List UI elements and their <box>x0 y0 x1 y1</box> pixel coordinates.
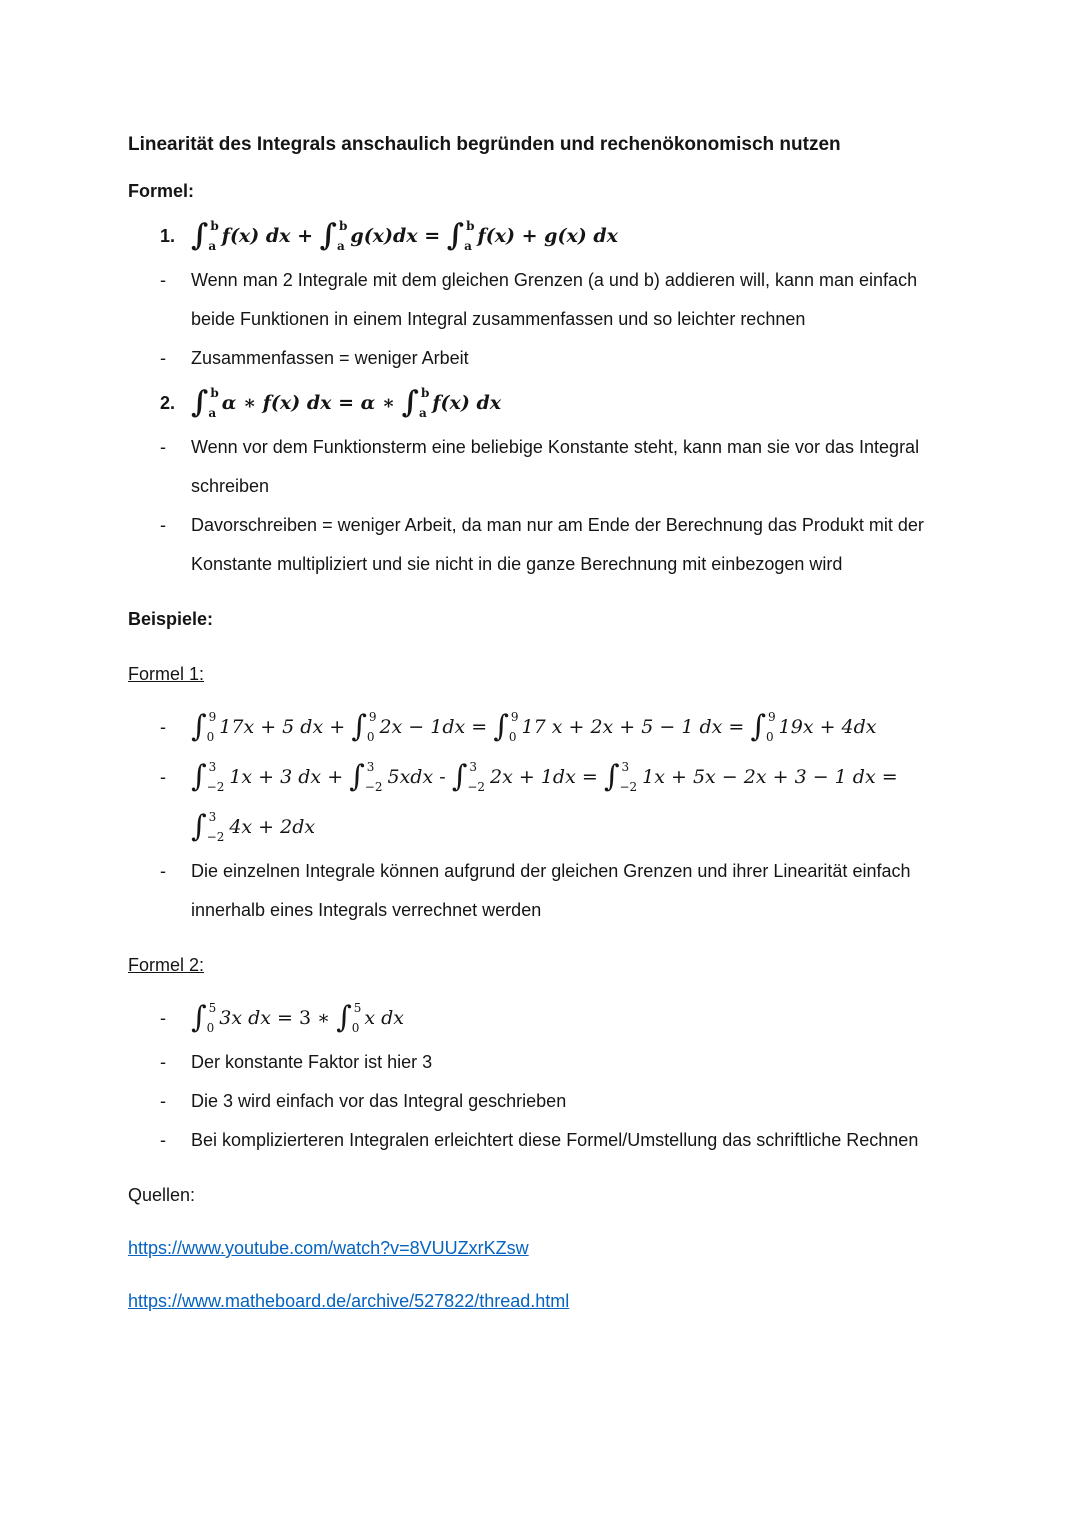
bullet-example2-note-3 <box>128 1121 950 1160</box>
integral-upper-limit: 5 <box>208 1001 217 1015</box>
integral-upper-limit: b <box>339 219 348 233</box>
bullet-text: Wenn man 2 Integrale mit dem gleichen Grenzen (a und b) addieren will, kann man einfach beide Funktionen in einem Integral zusammenfassen und so leichter rechnen <box>191 270 918 329</box>
integral-lower-limit: a <box>418 406 427 420</box>
integral-limits <box>210 220 218 252</box>
bullet-text: Davorschreiben = weniger Arbeit, da man nur am Ende der Berechnung das Produkt mit der Konstante multipliziert und sie nicht in die ganze Berechnung mit einbezogen wird <box>191 515 924 574</box>
integral-limits <box>206 810 227 844</box>
integral-sign <box>191 710 216 744</box>
integral-limits <box>366 710 377 744</box>
formel1-heading: Formel 1: <box>128 664 205 684</box>
integral-lower-limit: 0 <box>508 730 517 744</box>
math-text: 17x + 5 dx <box>219 716 324 738</box>
integral-sign <box>750 710 775 744</box>
integral-lower-limit: 0 <box>766 730 774 744</box>
integral-upper-limit: 5 <box>353 1001 362 1015</box>
bullet-text: Bei komplizierteren Integralen erleichtert diese Formel/Umstellung das schriftliche Rechnen <box>191 1130 919 1150</box>
math-text: 2x + 1dx <box>490 766 576 788</box>
integral-lower-limit: −2 <box>206 830 225 844</box>
integral-limits <box>621 761 639 793</box>
math-text: f(x) dx <box>432 392 502 414</box>
math-text: 1x + 5x − 2x + 3 − 1 dx <box>642 766 876 788</box>
math-text: + <box>290 225 320 247</box>
list-number-2: 2. <box>160 393 176 413</box>
math-text: 2x − 1dx <box>379 716 466 738</box>
example2-formula-content <box>191 993 943 1043</box>
integral-lower-limit: 0 <box>366 730 375 744</box>
example1-bullet-2 <box>128 752 950 852</box>
bullet-dash: - <box>160 1052 166 1072</box>
example1-bullet-1 <box>128 702 950 752</box>
bullet-dash: - <box>160 270 166 290</box>
integral-limits <box>466 220 474 252</box>
integral-sign <box>447 219 475 253</box>
math-text: α ∗ f(x) dx <box>221 392 332 414</box>
example2-formula <box>191 993 943 1043</box>
formula-item-1 <box>128 211 950 261</box>
math-text: x dx <box>364 1007 405 1029</box>
integral-upper-limit: 3 <box>621 760 630 774</box>
bullet-formula2-explanation-1 <box>128 428 950 506</box>
integral-lower-limit: a <box>208 239 217 253</box>
integral-sign <box>191 386 219 420</box>
integral-lower-limit: −2 <box>467 780 486 794</box>
math-text: 19x + 4dx <box>778 716 877 738</box>
bullet-dash: - <box>160 515 166 535</box>
bullet-text: Die einzelnen Integrale können aufgrund der gleichen Grenzen und ihrer Linearität einfach innerhalb eines Integrals verrechnet werden <box>191 861 911 920</box>
bullet-dash: - <box>160 717 166 737</box>
integral-glyph: ∫ <box>191 1000 207 1035</box>
integral-lower-limit: 0 <box>206 730 215 744</box>
formel2-heading: Formel 2: <box>128 955 205 975</box>
integral-upper-limit: b <box>210 386 219 400</box>
math-text: g(x)dx <box>350 225 418 247</box>
integral-lower-limit: a <box>337 239 345 253</box>
formel-heading: Formel: <box>128 181 195 201</box>
formula-1-content <box>191 211 943 261</box>
math-text: - <box>433 766 452 788</box>
integral-limits <box>206 1001 217 1035</box>
math-text: + <box>321 766 350 788</box>
integral-sign <box>336 1001 361 1035</box>
integral-sign <box>493 710 518 744</box>
integral-glyph: ∫ <box>446 218 465 253</box>
bullet-dash: - <box>160 1091 166 1111</box>
integral-glyph: ∫ <box>319 218 338 253</box>
link-row-matheboard <box>128 1282 950 1321</box>
math-text: α ∗ <box>360 392 402 414</box>
math-text: = <box>875 766 898 788</box>
integral-lower-limit: 0 <box>206 1021 215 1035</box>
integral-sign <box>351 710 376 744</box>
integral-lower-limit: −2 <box>206 780 225 794</box>
integral-glyph: ∫ <box>401 385 419 420</box>
bullet-dash: - <box>160 1008 166 1028</box>
integral-limits <box>364 760 385 794</box>
bullet-dash: - <box>160 767 166 787</box>
list-number-1: 1. <box>160 226 176 246</box>
bullet-text: Zusammenfassen = weniger Arbeit <box>191 348 469 368</box>
integral-limits <box>418 386 430 420</box>
integral-limits <box>768 711 776 743</box>
integral-glyph: ∫ <box>750 709 766 744</box>
integral-upper-limit: b <box>210 219 219 233</box>
integral-limits <box>469 761 487 793</box>
integral-sign <box>191 810 226 844</box>
integral-limits <box>210 387 218 419</box>
integral-glyph: ∫ <box>603 759 620 794</box>
integral-limits <box>351 1001 362 1035</box>
math-text: = <box>465 716 494 738</box>
beispiele-heading: Beispiele: <box>128 609 214 629</box>
link-youtube[interactable]: https://www.youtube.com/watch?v=8VUUZxrKZsw <box>128 1238 529 1258</box>
integral-sign <box>191 219 219 253</box>
formula-2-content <box>191 378 943 428</box>
integral-glyph: ∫ <box>451 759 468 794</box>
integral-lower-limit: 0 <box>351 1021 360 1035</box>
bullet-dash: - <box>160 1130 166 1150</box>
integral-lower-limit: a <box>464 239 472 253</box>
formula-1 <box>191 211 943 261</box>
math-text: + <box>323 716 352 738</box>
bullet-formula2-explanation-2 <box>128 506 950 584</box>
bullet-example2-note-1 <box>128 1043 950 1082</box>
bullet-dash: - <box>160 861 166 881</box>
math-text: = <box>722 716 751 738</box>
integral-upper-limit: 3 <box>469 760 477 774</box>
math-text: = <box>575 766 604 788</box>
quellen-heading: Quellen: <box>128 1185 196 1205</box>
math-text: f(x) dx <box>221 225 291 247</box>
integral-glyph: ∫ <box>493 709 509 744</box>
math-text: f(x) + g(x) dx <box>477 225 618 247</box>
example1-formula-2-content <box>191 752 943 852</box>
integral-glyph: ∫ <box>351 709 367 744</box>
example1-formula-2 <box>191 752 943 802</box>
integral-sign <box>320 219 348 253</box>
integral-limits <box>206 710 217 744</box>
link-row-youtube <box>128 1229 950 1268</box>
math-text: 3x dx <box>219 1007 272 1029</box>
integral-sign <box>604 760 639 794</box>
bullet-dash: - <box>160 348 166 368</box>
integral-upper-limit: b <box>420 386 430 400</box>
page-title: Linearität des Integrals anschaulich begründen und rechenökonomisch nutzen <box>128 134 841 155</box>
bullet-example2-note-2 <box>128 1082 950 1121</box>
integral-upper-limit: 9 <box>208 710 217 724</box>
integral-glyph: ∫ <box>349 759 365 794</box>
example1-formula-1-content <box>191 702 943 752</box>
formula-item-2 <box>128 378 950 428</box>
bullet-example1-note <box>128 852 950 930</box>
integral-upper-limit: 3 <box>208 810 217 824</box>
link-matheboard[interactable]: https://www.matheboard.de/archive/527822/thread.html <box>128 1291 570 1311</box>
integral-upper-limit: 9 <box>510 710 519 724</box>
math-text: 5xdx <box>387 766 434 788</box>
integral-lower-limit: −2 <box>364 780 383 794</box>
formula-2 <box>191 378 943 428</box>
bullet-dash: - <box>160 437 166 457</box>
example1-formula-1 <box>191 702 943 752</box>
integral-sign <box>191 760 226 794</box>
example2-bullet-1 <box>128 993 950 1043</box>
integral-sign <box>349 760 384 794</box>
integral-limits <box>508 710 519 744</box>
math-text: 4x + 2dx <box>229 816 316 838</box>
integral-glyph: ∫ <box>191 809 207 844</box>
math-text: 17 x + 2x + 5 − 1 dx <box>521 716 723 738</box>
integral-sign <box>402 386 430 420</box>
integral-lower-limit: −2 <box>619 780 638 794</box>
integral-upper-limit: b <box>466 219 475 233</box>
bullet-text: Wenn vor dem Funktionsterm eine beliebige Konstante steht, kann man sie vor das Integral schreiben <box>191 437 920 496</box>
integral-lower-limit: a <box>208 406 217 420</box>
example1-formula-2-continuation <box>191 802 943 852</box>
bullet-formula1-explanation-1 <box>128 261 950 339</box>
bullet-formula1-explanation-2 <box>128 339 950 378</box>
integral-upper-limit: 3 <box>366 760 375 774</box>
math-text: = <box>417 225 447 247</box>
integral-upper-limit: 9 <box>368 710 377 724</box>
integral-glyph: ∫ <box>336 1000 352 1035</box>
math-text: = 3 ∗ <box>271 1007 337 1029</box>
integral-upper-limit: 9 <box>768 710 776 724</box>
integral-limits <box>339 220 347 252</box>
integral-glyph: ∫ <box>191 218 209 253</box>
integral-sign <box>452 760 487 794</box>
integral-glyph: ∫ <box>191 385 209 420</box>
integral-limits <box>206 760 227 794</box>
math-text: 1x + 3 dx <box>229 766 322 788</box>
bullet-text: Die 3 wird einfach vor das Integral geschrieben <box>191 1091 567 1111</box>
math-text: = <box>331 392 361 414</box>
integral-glyph: ∫ <box>191 709 207 744</box>
integral-sign <box>191 1001 216 1035</box>
integral-upper-limit: 3 <box>208 760 217 774</box>
integral-glyph: ∫ <box>191 759 207 794</box>
bullet-text: Der konstante Faktor ist hier 3 <box>191 1052 433 1072</box>
